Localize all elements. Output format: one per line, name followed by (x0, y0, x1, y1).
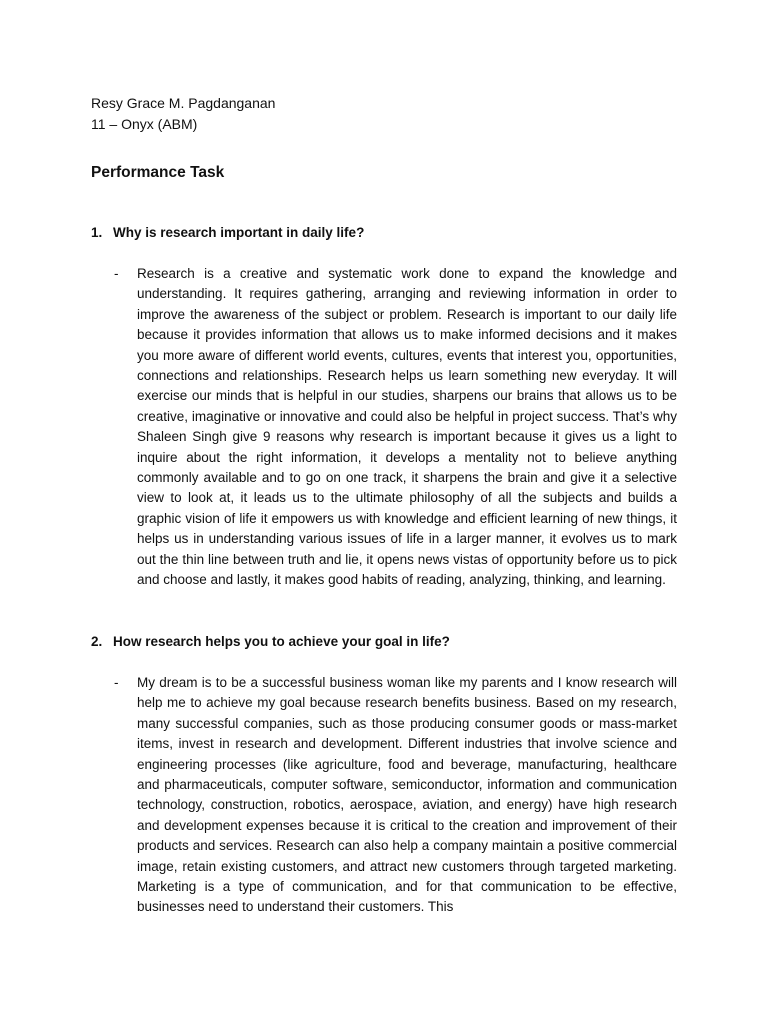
answer-1 (114, 264, 677, 591)
question-2-heading (91, 632, 450, 652)
question-1-heading (91, 223, 364, 243)
question-2-number: 2. (91, 634, 103, 649)
answer-1-bullet: - (114, 266, 119, 281)
author-name: Resy Grace M. Pagdanganan (91, 95, 276, 111)
author-block (91, 93, 275, 135)
answer-2 (114, 673, 677, 918)
answer-2-text: My dream is to be a successful business woman like my parents and I know research will help me to achieve my goal because research benefits business. Based on my research, many successful companies, such as those producing consumer goods or mass-market items, invest in research and development. Different industries that involve science and engineering processes (like agriculture, food and beverage, manufacturing, healthcare and pharmaceuticals, computer software, semiconductor, information and communication technology, construction, robotics, aerospace, aviation, and energy) have high research and development expenses because it is critical to the creation and improvement of their products and services. Research can also help a company maintain a positive commercial image, retain existing customers, and attract new customers through targeted marketing. Marketing is a type of communication, and for that communication to be effective, businesses need to understand their customers. This (137, 675, 677, 915)
page-title: Performance Task (91, 164, 225, 181)
question-1-text: Why is research important in daily life? (113, 225, 365, 240)
answer-2-bullet: - (114, 675, 119, 690)
author-section: 11 – Onyx (ABM) (91, 116, 198, 132)
answer-1-text: Research is a creative and systematic work done to expand the knowledge and understanding. It requires gathering, arranging and reviewing information in order to improve the awareness of the subject or problem. Research is important to our daily life because it provides information that allows us to make informed decisions and it makes you more aware of different world events, cultures, events that interest you, opportunities, connections and relationships. Research helps us learn something new everyday. It will exercise our minds that is helpful in our studies, sharpens our brains that allows us to be creative, imaginative or innovative and could also be helpful in project success. That’s why Shaleen Singh give 9 reasons why research is important because it gives us a light to inquire about the right information, it develops a mentality not to believe anything commonly available and to go on one track, it sharpens the brain and give it a selective view to look at, it leads us to the ultimate philosophy of all the subjects and builds a graphic vision of life it empowers us with knowledge and efficient learning of new things, it helps us in understanding various issues of life in a larger manner, it evolves us to mark out the thin line between truth and lie, it opens news vistas of opportunity before us to pick and choose and lastly, it makes good habits of reading, analyzing, thinking, and learning. (137, 266, 677, 588)
question-2-text: How research helps you to achieve your goal in life? (113, 634, 450, 649)
question-1-number: 1. (91, 225, 103, 240)
